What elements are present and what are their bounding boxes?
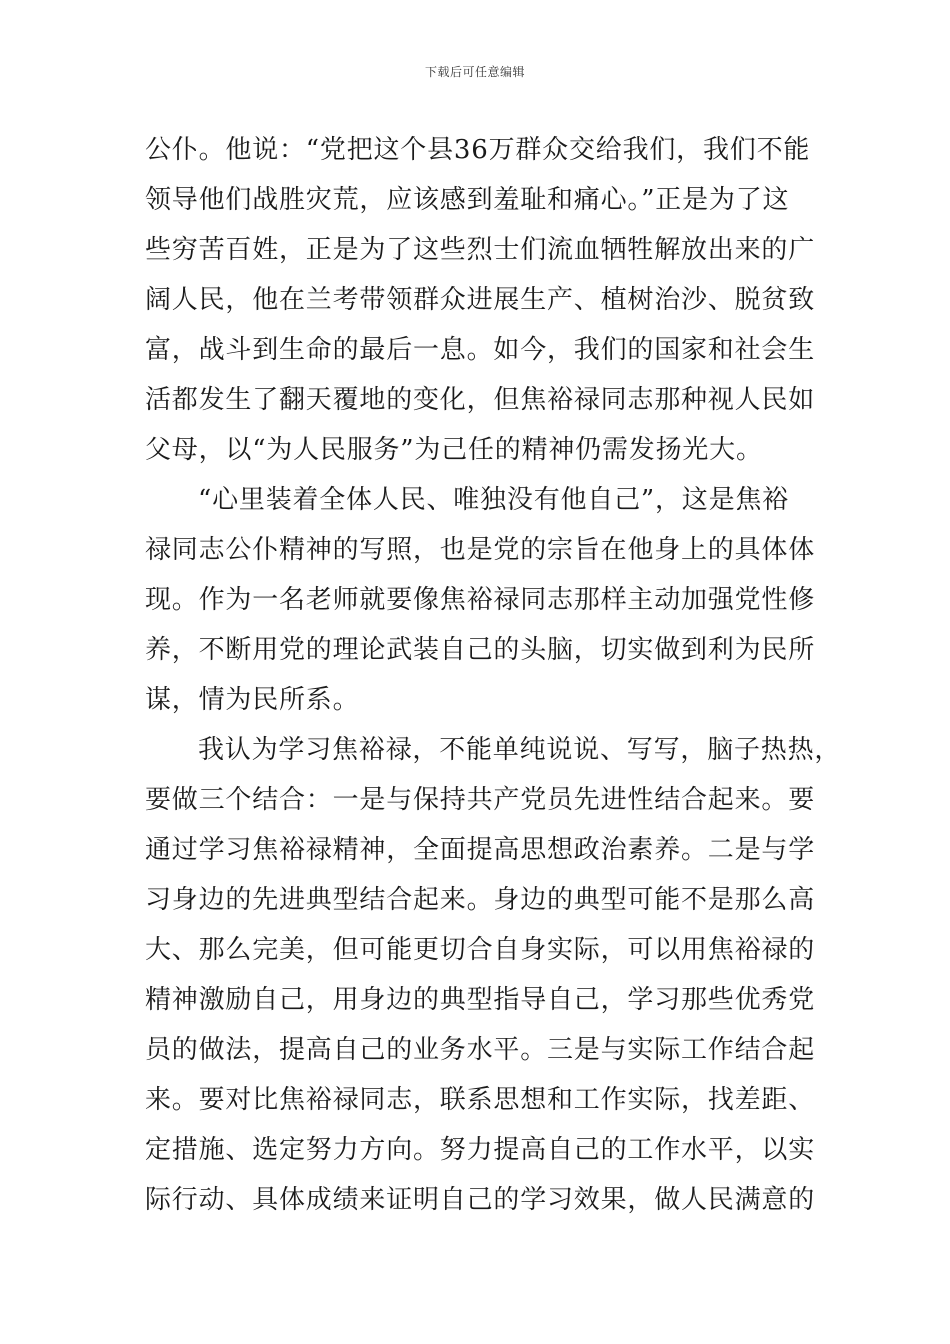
text-line: 定措施、选定努力方向。努力提高自己的工作水平，以实 — [145, 1135, 816, 1165]
text-line: 际行动、具体成绩来证明自己的学习效果，做人民满意的 — [145, 1185, 816, 1215]
page-header: 下载后可任意编辑 — [424, 65, 525, 79]
text-line: 谋，情为民所系。 — [145, 685, 360, 715]
text-line: 活都发生了翻天覆地的变化，但焦裕禄同志那种视人民如 — [145, 385, 816, 415]
text-line: 来。要对比焦裕禄同志，联系思想和工作实际，找差距、 — [145, 1085, 816, 1115]
text-line: 领导他们战胜灾荒，应该感到羞耻和痛心。”正是为了这 — [145, 185, 790, 215]
text-line: 富，战斗到生命的最后一息。如今，我们的国家和社会生 — [145, 335, 816, 365]
text-line: 习身边的先进典型结合起来。身边的典型可能不是那么高 — [145, 885, 816, 915]
text-line: 要做三个结合：一是与保持共产党员先进性结合起来。要 — [145, 785, 816, 815]
text-line: 养，不断用党的理论武装自己的头脑，切实做到利为民所 — [145, 635, 816, 665]
text-line: 通过学习焦裕禄精神，全面提高思想政治素养。二是与学 — [145, 835, 816, 865]
paragraph-first-line: 我认为学习焦裕禄，不能单纯说说、写写，脑子热热， — [198, 735, 842, 765]
text-line: 禄同志公仆精神的写照，也是党的宗旨在他身上的具体体 — [145, 535, 816, 565]
text-line: 公仆。他说：“党把这个县36万群众交给我们，我们不能 — [145, 135, 811, 165]
text-line: 精神激励自己，用身边的典型指导自己，学习那些优秀党 — [145, 985, 816, 1015]
text-line: 阔人民，他在兰考带领群众进展生产、植树治沙、脱贫致 — [145, 285, 816, 315]
text-line: 员的做法，提高自己的业务水平。三是与实际工作结合起 — [145, 1035, 816, 1065]
text-line: 父母，以“为人民服务”为己任的精神仍需发扬光大。 — [145, 435, 763, 465]
paragraph-first-line: “心里装着全体人民、唯独没有他自己”，这是焦裕 — [198, 485, 789, 515]
text-line: 大、那么完美，但可能更切合自身实际，可以用焦裕禄的 — [145, 935, 816, 965]
text-line: 现。作为一名老师就要像焦裕禄同志那样主动加强党性修 — [145, 585, 816, 615]
text-line: 些穷苦百姓，正是为了这些烈士们流血牺牲解放出来的广 — [145, 235, 816, 265]
